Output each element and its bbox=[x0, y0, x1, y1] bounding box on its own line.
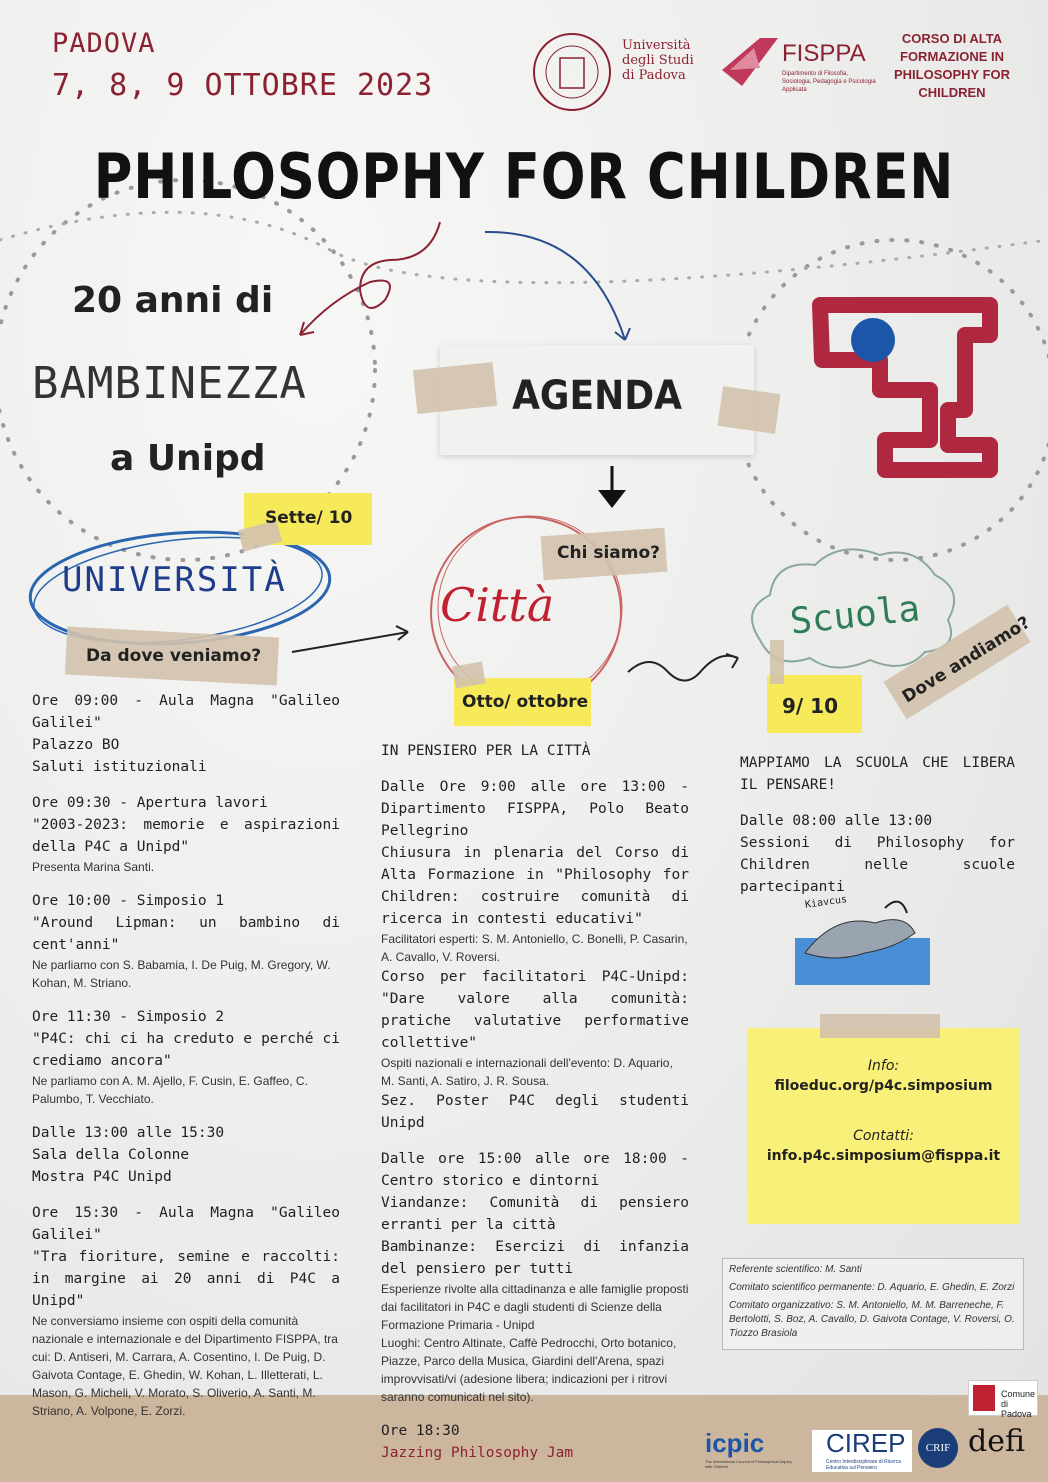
event-note: Presenta Marina Santi. bbox=[32, 860, 155, 874]
event-line: "P4C: chi ci ha creduto e perché ci crediamo ancora" bbox=[32, 1031, 340, 1069]
event-line: Dalle 08:00 alle 13:00 bbox=[740, 813, 933, 829]
event-block bbox=[32, 1202, 340, 1420]
citta-question: Chi siamo? bbox=[557, 543, 660, 563]
event-line: Sala della Colonne bbox=[32, 1147, 190, 1163]
unipd-logo-text: Università degli Studi di Padova bbox=[622, 38, 694, 83]
fisppa-logo-text: FISPPA bbox=[782, 40, 866, 67]
crif-logo: CRIF bbox=[918, 1428, 958, 1468]
committee-perm: Comitato scientifico permanente: D. Aquario, E. Ghedin, E. Zorzi bbox=[729, 1282, 1015, 1293]
event-line: Ore 09:30 - Apertura lavori bbox=[32, 795, 268, 811]
committee-box bbox=[722, 1258, 1024, 1350]
event-note: Ne parliamo con S. Babamia, I. De Puig, M. Gregory, W. Kohan, M. Striano. bbox=[32, 958, 331, 990]
event-note: Facilitatori esperti: S. M. Antoniello, C. Bonelli, P. Casarin, A. Cavallo, V. Roversi. bbox=[381, 932, 688, 964]
event-note: Ospiti nazionali e internazionali dell'evento: D. Aquario, M. Santi, A. Satiro, J. R. Sousa. bbox=[381, 1056, 673, 1088]
event-line: "2003-2023: memorie e aspirazioni della P4C a Unipd" bbox=[32, 817, 340, 855]
tape bbox=[770, 640, 784, 684]
defi-logo: defi bbox=[968, 1424, 1025, 1459]
event-line: Saluti istituzionali bbox=[32, 759, 207, 775]
event-line: Ore 18:30 bbox=[381, 1423, 460, 1439]
event-line: Chiusura in plenaria del Corso di Alta Formazione in "Philosophy for Children: costruire comunità di ricerca in contesti educativi" bbox=[381, 845, 689, 927]
intro-line1: 20 anni di bbox=[72, 280, 274, 321]
event-line: "Around Lipman: un bambino di cent'anni" bbox=[32, 915, 340, 953]
icpic-subtitle: The International Council of Philosophical Inquiry with Children bbox=[705, 1459, 792, 1469]
event-line: Ore 09:00 - Aula Magna "Galileo Galilei" bbox=[32, 693, 340, 731]
col-universita bbox=[32, 690, 340, 1420]
agenda-label: AGENDA bbox=[512, 373, 682, 419]
event-block bbox=[32, 792, 340, 876]
info-label: Info: bbox=[867, 1058, 900, 1074]
scuola-question: Dove andiamo? bbox=[898, 612, 1034, 708]
cirep-logo: CIREP bbox=[826, 1428, 906, 1458]
event-line: Bambinanze: Esercizi di infanzia del pensiero per tutti bbox=[381, 1239, 689, 1277]
col-citta bbox=[381, 740, 689, 1464]
event-line: Ore 10:00 - Simposio 1 bbox=[32, 893, 225, 909]
event-block bbox=[32, 690, 340, 778]
comune-crest-icon bbox=[973, 1385, 995, 1411]
universita-question: Da dove veniamo? bbox=[86, 646, 262, 666]
corso-label: CORSO DI ALTA FORMAZIONE IN PHILOSOPHY FOR CHILDREN bbox=[893, 31, 1011, 100]
fisppa-logo-icon bbox=[720, 30, 780, 90]
contact-email-link[interactable]: info.p4c.simposium@fisppa.it bbox=[766, 1148, 1001, 1164]
event-line: Ore 15:30 - Aula Magna "Galileo Galilei" bbox=[32, 1205, 340, 1243]
icpic-logo: icpic bbox=[705, 1428, 765, 1458]
event-line: Palazzo BO bbox=[32, 737, 120, 753]
intro-bambinezza: BAMBINEZZA bbox=[32, 358, 307, 409]
event-line: Sessioni di Philosophy for Children nelle scuole partecipanti bbox=[740, 835, 1015, 895]
event-line: Dalle 13:00 alle 15:30 bbox=[32, 1125, 225, 1141]
event-note: Ne conversiamo insieme con ospiti della comunità nazionale e internazionale e del Dipartimento FISPPA, tra cui: D. Antiseri, M. Carrara, A. Cosentino, I. De Puig, D. Gaivota Contage, E. Ghedin, W. Kohan, L. Illetterati, L. Mason, G. Micheli, V. Morato, S. Oliverio, A. Santi, M. Striano, A. Volpone, E. Zorzi. bbox=[32, 1314, 338, 1418]
info-site-link[interactable]: filoeduc.org/p4c.simposium bbox=[774, 1078, 993, 1094]
event-line: Jazzing Philosophy Jam bbox=[381, 1445, 574, 1461]
page-title: PHILOSOPHY FOR CHILDREN bbox=[93, 140, 955, 213]
event-note: Luoghi: Centro Altinate, Caffè Pedrocchi, Orto botanico, Piazze, Parco della Musica, Giardini dell'Arena, spazi improvvisati/vi (adesione libera; indicazioni per i ritrovi saranno comunicati nel sito). bbox=[381, 1336, 677, 1404]
event-note: Esperienze rivolte alla cittadinanza e alle famiglie proposti dai facilitatori in P4C e dagli studenti di Scienze della Formazione Primaria - Unipd bbox=[381, 1282, 689, 1332]
fisppa-subtitle: Dipartimento di Filosofia, Sociologia, Pedagogia e Psicologia Applicata bbox=[782, 71, 876, 93]
col-scuola bbox=[740, 752, 1015, 898]
committee-org: Comitato organizzativo: S. M. Antoniello, M. M. Barreneche, F. Bertolotti, S. Boz, A. Cavallo, D. Gaivota Contage, V. Roversi, O. Tiozzo Brasiola bbox=[729, 1300, 1015, 1339]
citta-word: Città bbox=[440, 578, 555, 632]
event-block bbox=[32, 1006, 340, 1108]
cirep-subtitle: Centro Interdisciplinare di Ricerca Educativa sul Pensiero bbox=[826, 1459, 902, 1471]
contact-label: Contatti: bbox=[853, 1128, 914, 1144]
universita-word: UNIVERSITÀ bbox=[62, 560, 287, 600]
event-line: Corso per facilitatori P4C-Unipd: "Dare valore alla comunità: pratiche valutative performative collettive" bbox=[381, 969, 689, 1051]
event-note: Ne parliamo con A. M. Ajello, F. Cusin, E. Gaffeo, C. Palumbo, T. Vecchiato. bbox=[32, 1074, 308, 1106]
event-block bbox=[32, 1122, 340, 1188]
header-city: PADOVA bbox=[52, 28, 156, 59]
event-line: Mostra P4C Unipd bbox=[32, 1169, 172, 1185]
event-line: Dalle ore 15:00 alle ore 18:00 - Centro storico e dintorni bbox=[381, 1151, 689, 1189]
unipd-seal-icon bbox=[530, 30, 615, 115]
col2-heading: IN PENSIERO PER LA CITTÀ bbox=[381, 743, 591, 759]
event-line: "Tra fioriture, semine e raccolti: in margine ai 20 anni di P4C a Unipd" bbox=[32, 1249, 340, 1309]
comune-logo: Comune di Padova bbox=[968, 1380, 1038, 1416]
citta-date: Otto/ ottobre bbox=[462, 692, 589, 712]
event-line: Ore 11:30 - Simposio 2 bbox=[32, 1009, 225, 1025]
event-line: Viandanze: Comunità di pensiero erranti per la città bbox=[381, 1195, 689, 1233]
scuola-date: 9/ 10 bbox=[782, 694, 839, 718]
child-drawing-label: Kiavcus bbox=[804, 894, 848, 911]
event-block bbox=[32, 890, 340, 992]
event-line: Sez. Poster P4C degli studenti Unipd bbox=[381, 1093, 689, 1131]
intro-line3: a Unipd bbox=[110, 438, 266, 479]
universita-date: Sette/ 10 bbox=[265, 508, 353, 528]
scuola-word: Scuola bbox=[788, 588, 922, 643]
committee-ref: Referente scientifico: M. Santi bbox=[729, 1264, 862, 1275]
event-line: Dalle Ore 9:00 alle ore 13:00 - Dipartimento FISPPA, Polo Beato Pellegrino bbox=[381, 779, 689, 839]
header-dates: 7, 8, 9 OTTOBRE 2023 bbox=[52, 68, 434, 103]
col3-heading: MAPPIAMO LA SCUOLA CHE LIBERA IL PENSARE! bbox=[740, 755, 1015, 793]
tape bbox=[820, 1014, 940, 1038]
